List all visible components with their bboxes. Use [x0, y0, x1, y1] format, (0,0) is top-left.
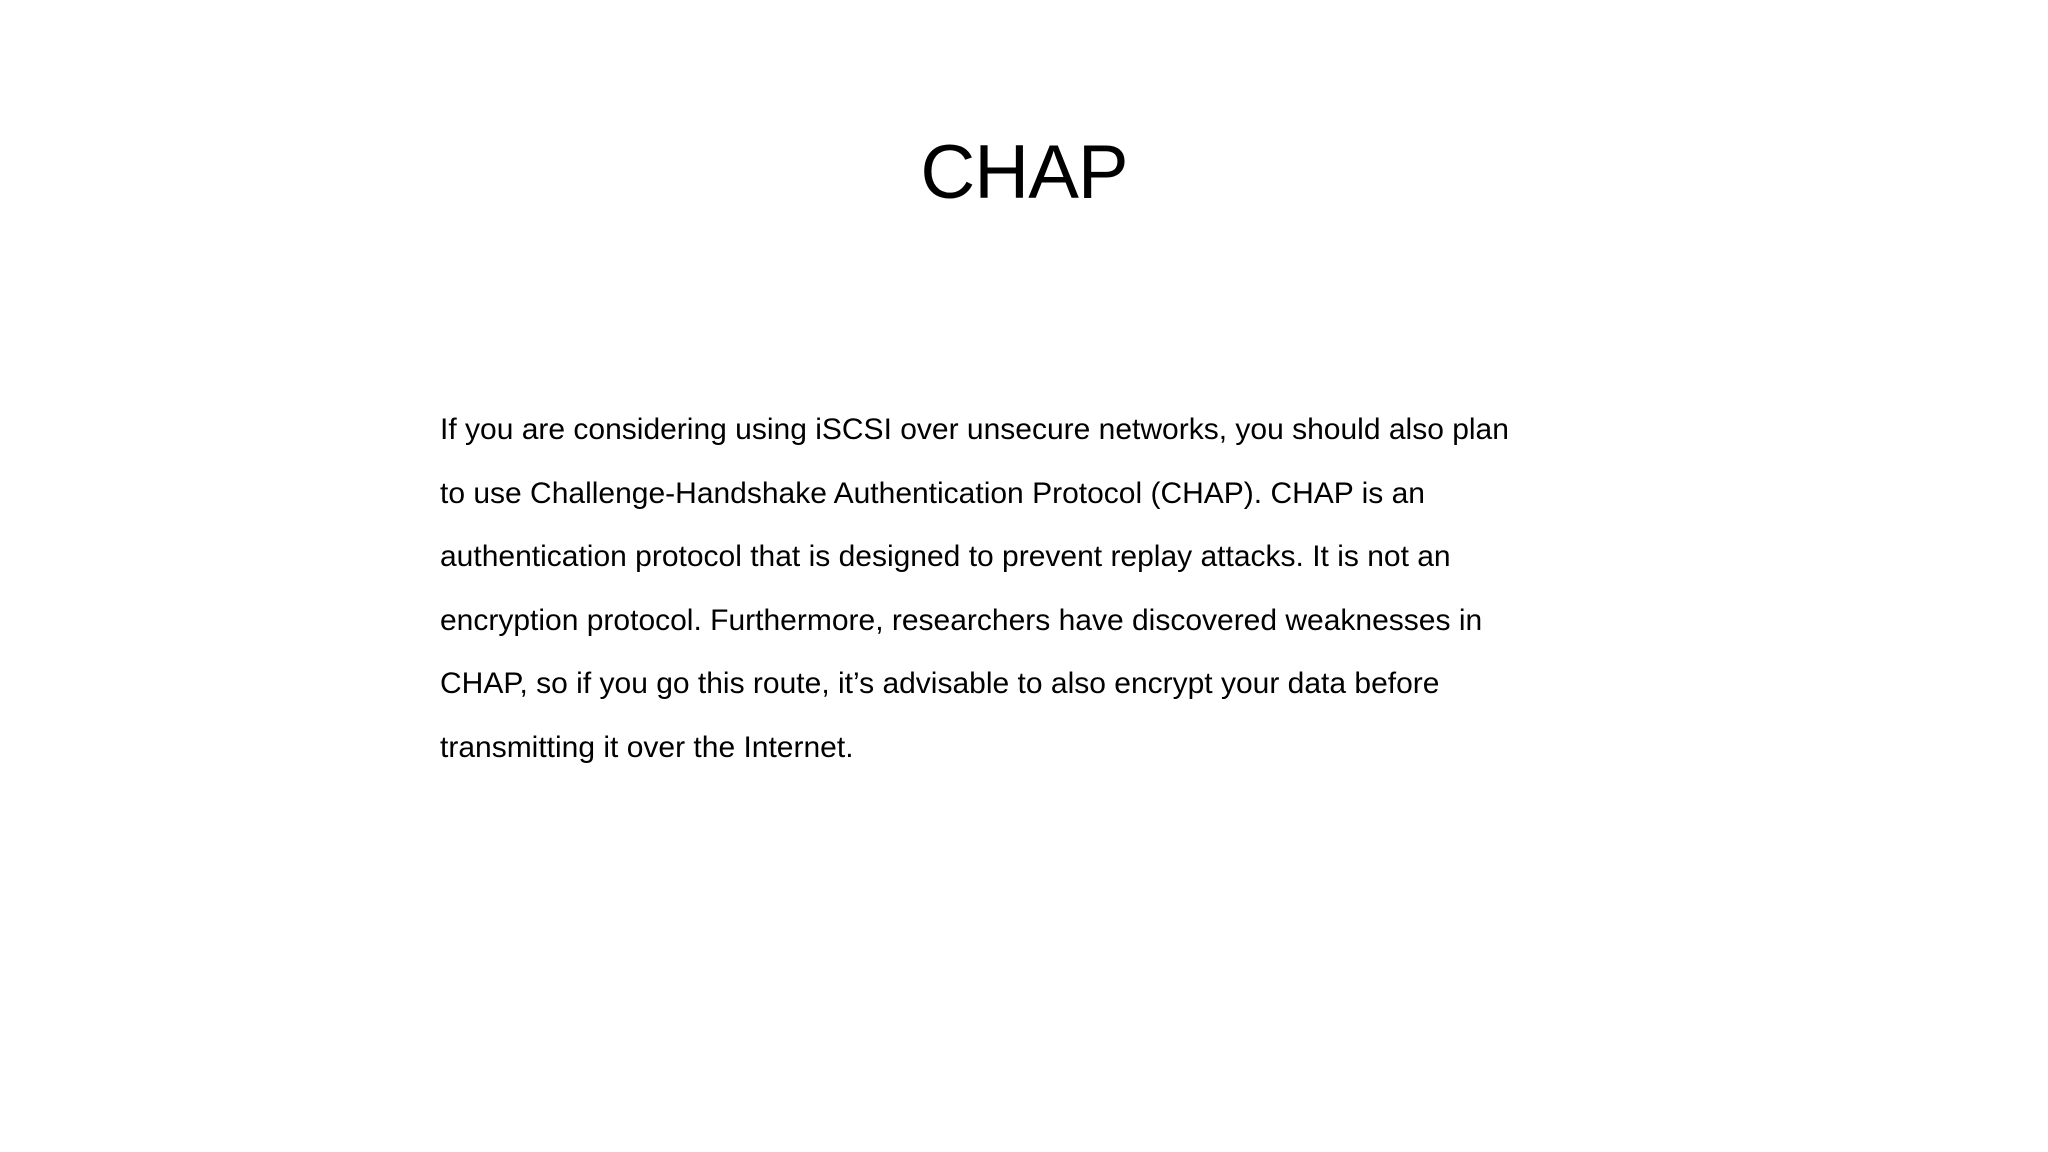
body-line: authentication protocol that is designed to prevent replay attacks. It is not an [440, 540, 1451, 573]
body-line: If you are considering using iSCSI over unsecure networks, you should also plan [440, 413, 1509, 446]
body-line: transmitting it over the Internet. [440, 730, 854, 764]
body-line: to use Challenge-Handshake Authentication Protocol (CHAP). CHAP is an [440, 476, 1425, 510]
slide-body-text [440, 398, 1610, 779]
body-line: encryption protocol. Furthermore, researchers have discovered weaknesses in [440, 603, 1483, 637]
slide-title: CHAP [920, 130, 1128, 215]
body-line: CHAP, so if you go this route, it’s advisable to also encrypt your data before [440, 667, 1440, 700]
